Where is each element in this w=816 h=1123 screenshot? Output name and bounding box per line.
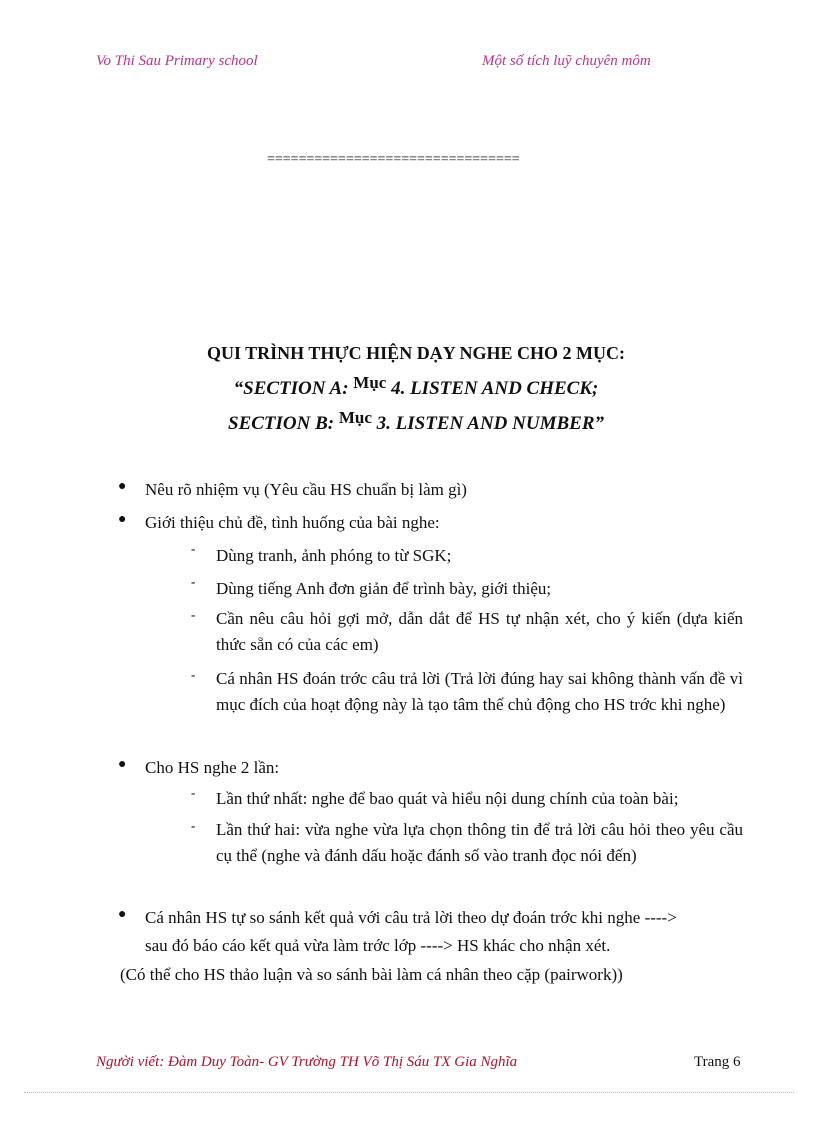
subtitle-a-prefix: “SECTION A: xyxy=(233,378,354,399)
sub-list-item: Dùng tranh, ảnh phóng to từ SGK; xyxy=(216,546,452,565)
dash-marker-icon: - xyxy=(191,818,196,833)
footer-divider xyxy=(24,1092,794,1093)
subtitle-section-b xyxy=(0,408,816,435)
list-item: Cá nhân HS tự so sánh kết quả với câu trả lời theo dự đoán trớc khi nghe ----> xyxy=(145,908,677,927)
dash-marker-icon: - xyxy=(191,541,196,556)
bullet-dot-icon: ● xyxy=(118,757,127,772)
list-item: Nêu rõ nhiệm vụ (Yêu cầu HS chuẩn bị làm gì) xyxy=(145,480,467,499)
subtitle-b-muc: Mục xyxy=(338,408,372,427)
dash-marker-icon: - xyxy=(191,785,196,800)
dash-marker-icon: - xyxy=(191,667,196,682)
sub-list-item: Lần thứ hai: vừa nghe vừa lựa chọn thông tin để trả lời câu hỏi theo yêu cầu cụ thể (nghe và đánh dấu hoặc đánh số vào tranh đọc nói đến) xyxy=(216,820,743,865)
header-school-name: Vo Thi Sau Primary school xyxy=(96,53,258,69)
list-item: Cho HS nghe 2 lần: xyxy=(145,758,280,777)
sub-list-item: Dùng tiếng Anh đơn giản để trình bày, giới thiệu; xyxy=(216,579,552,598)
page-number: Trang 6 xyxy=(694,1054,741,1070)
subtitle-b-suffix: 3. LISTEN AND NUMBER” xyxy=(371,413,604,434)
bullet-dot-icon: ● xyxy=(118,512,127,527)
subtitle-section-a xyxy=(0,373,816,400)
list-item-continuation: sau đó báo cáo kết quả vừa làm trớc lớp ----> HS khác cho nhận xét. xyxy=(145,936,611,955)
subtitle-a-muc: Mục xyxy=(353,373,387,392)
sub-list-item: Cá nhân HS đoán trớc câu trả lời (Trả lời đúng hay sai không thành vấn đề vì mục đích của hoạt động này là tạo tâm thế chủ động cho HS trớc khi nghe) xyxy=(216,669,743,714)
dash-marker-icon: - xyxy=(191,574,196,589)
subtitle-b-prefix: SECTION B: xyxy=(228,413,339,434)
sub-list-item: Lần thứ nhất: nghe để bao quát và hiểu nội dung chính của toàn bài; xyxy=(216,789,679,808)
sub-list-item: Cần nêu câu hỏi gợi mở, dẫn dắt để HS tự nhận xét, cho ý kiến (dựa kiến thức sẵn có của các em) xyxy=(216,609,743,654)
subtitle-a-suffix: 4. LISTEN AND CHECK; xyxy=(386,378,599,399)
divider-line: ================================ xyxy=(267,152,520,167)
list-item: Giới thiệu chủ đề, tình huống của bài nghe: xyxy=(145,513,440,532)
footer-author: Người viết: Đàm Duy Toàn- GV Trường TH Võ Thị Sáu TX Gia Nghĩa xyxy=(96,1054,518,1070)
bullet-dot-icon: ● xyxy=(118,907,127,922)
header-document-title: Một số tích luỹ chuyên môm xyxy=(482,53,651,69)
dash-marker-icon: - xyxy=(191,607,196,622)
note-text: (Có thể cho HS thảo luận và so sánh bài làm cá nhân theo cặp (pairwork)) xyxy=(120,965,623,984)
bullet-dot-icon: ● xyxy=(118,479,127,494)
page-title: QUI TRÌNH THỰC HIỆN DẠY NGHE CHO 2 MỤC: xyxy=(206,343,626,363)
